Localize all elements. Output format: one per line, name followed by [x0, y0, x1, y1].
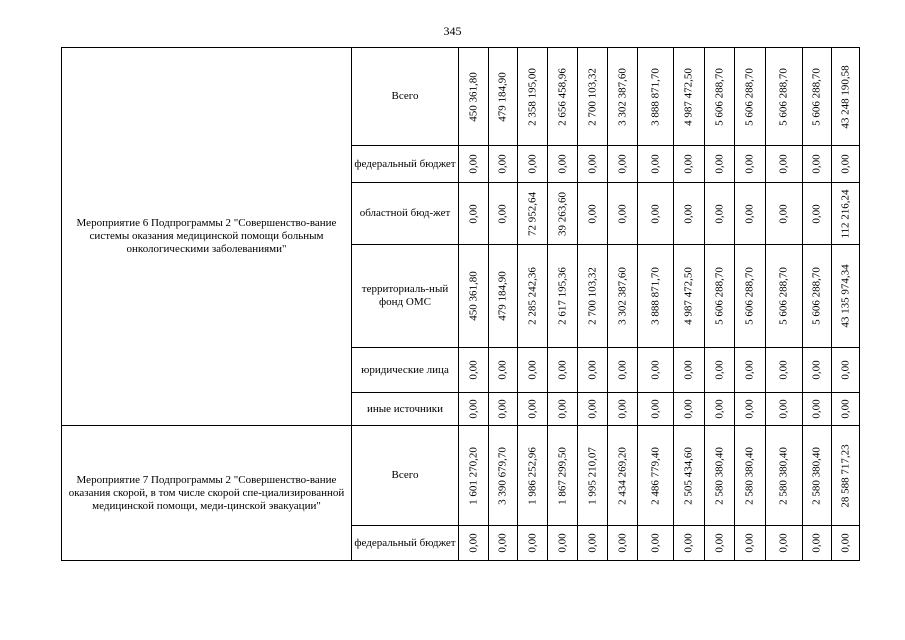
value-cell	[803, 245, 832, 348]
value-cell	[489, 48, 518, 146]
value-text: 1 995 210,07	[586, 446, 598, 505]
funding-source: федеральный бюджет	[352, 526, 459, 561]
value-cell	[548, 526, 578, 561]
value-cell	[674, 48, 705, 146]
value-text: 2 700 103,32	[586, 67, 598, 126]
value-text: 450 361,80	[467, 271, 479, 321]
value-text: 0,00	[616, 154, 628, 174]
value-text: 450 361,80	[467, 71, 479, 122]
value-text: 0,00	[713, 533, 725, 553]
value-text: 0,00	[810, 154, 823, 174]
value-cell	[705, 48, 735, 146]
value-cell	[638, 48, 674, 146]
value-text: 5 606 288,70	[810, 67, 823, 126]
value-cell	[674, 393, 705, 426]
value-text: 0,00	[839, 399, 851, 419]
value-text: 2 617 195,36	[556, 267, 568, 325]
value-text: 0,00	[649, 533, 661, 553]
value-text: 0,00	[777, 533, 790, 553]
measure-name: Мероприятие 7 Подпрограммы 2 "Совершенство-вание оказания скорой, в том числе скорой спе-циализированной медицинской помощи, меди-цинской эвакуации"	[62, 426, 352, 561]
value-text: 0,00	[743, 533, 756, 553]
value-text: 2 505 434,60	[682, 446, 695, 505]
value-text: 0,00	[616, 533, 628, 553]
value-text: 0,00	[467, 399, 479, 419]
value-cell	[832, 48, 860, 146]
value-cell	[578, 393, 608, 426]
value-cell	[459, 526, 489, 561]
value-text: 2 434 269,20	[616, 446, 628, 505]
value-cell	[674, 245, 705, 348]
value-text: 1 601 270,20	[467, 446, 479, 505]
value-cell	[638, 245, 674, 348]
value-cell	[705, 245, 735, 348]
value-text: 0,00	[556, 360, 568, 380]
value-cell	[803, 348, 832, 393]
value-cell	[803, 426, 832, 526]
value-cell	[735, 183, 766, 245]
value-text: 0,00	[713, 203, 725, 224]
value-cell	[489, 526, 518, 561]
value-text: 0,00	[743, 360, 756, 380]
value-text: 3 390 679,70	[496, 446, 509, 505]
value-text: 479 184,90	[496, 271, 509, 321]
value-cell	[608, 183, 638, 245]
value-text: 2 580 380,40	[777, 446, 790, 505]
value-cell	[459, 348, 489, 393]
value-text: 0,00	[777, 154, 790, 174]
value-text: 0,00	[526, 360, 538, 380]
value-cell	[489, 245, 518, 348]
value-cell	[674, 526, 705, 561]
value-text: 0,00	[682, 399, 695, 419]
measure-name: Мероприятие 6 Подпрограммы 2 "Совершенство-вание системы оказания медицинской помощи больным онкологическими заболеваниями"	[62, 48, 352, 426]
value-cell	[548, 348, 578, 393]
value-cell	[803, 183, 832, 245]
value-text: 2 580 380,40	[743, 446, 756, 505]
value-text: 0,00	[616, 203, 628, 224]
value-cell	[638, 426, 674, 526]
value-cell	[459, 245, 489, 348]
value-text: 3 302 387,60	[616, 267, 628, 325]
page-number: 345	[443, 24, 462, 38]
value-cell	[735, 393, 766, 426]
value-text: 43 135 974,34	[839, 264, 851, 328]
value-cell	[518, 393, 548, 426]
value-text: 0,00	[586, 154, 598, 174]
value-text: 0,00	[467, 360, 479, 380]
value-cell	[705, 526, 735, 561]
value-text: 0,00	[556, 399, 568, 419]
value-cell	[608, 245, 638, 348]
value-cell	[608, 393, 638, 426]
value-cell	[674, 348, 705, 393]
value-text: 2 358 195,00	[526, 67, 538, 126]
value-text: 0,00	[556, 533, 568, 553]
value-text: 0,00	[713, 154, 725, 174]
funding-source: федеральный бюджет	[352, 146, 459, 183]
value-cell	[578, 183, 608, 245]
value-cell	[766, 348, 803, 393]
value-text: 2 285 242,36	[526, 267, 538, 325]
value-text: 0,00	[556, 154, 568, 174]
value-text: 0,00	[616, 360, 628, 380]
value-cell	[735, 245, 766, 348]
value-cell	[489, 348, 518, 393]
value-cell	[803, 48, 832, 146]
value-cell	[578, 426, 608, 526]
value-text: 28 588 717,23	[839, 443, 851, 508]
value-cell	[766, 245, 803, 348]
value-cell	[766, 526, 803, 561]
value-cell	[578, 245, 608, 348]
value-cell	[735, 348, 766, 393]
funding-source: территориаль-ный фонд ОМС	[352, 245, 459, 348]
value-cell	[766, 426, 803, 526]
value-text: 112 216,24	[839, 188, 851, 239]
value-text: 0,00	[586, 203, 598, 224]
value-text: 0,00	[810, 203, 823, 224]
value-text: 0,00	[526, 399, 538, 419]
budget-table	[61, 47, 860, 561]
value-cell	[578, 348, 608, 393]
value-text: 4 987 472,50	[682, 267, 695, 325]
value-text: 2 656 458,96	[556, 67, 568, 126]
value-cell	[832, 526, 860, 561]
value-cell	[459, 393, 489, 426]
value-cell	[608, 426, 638, 526]
value-text: 72 952,64	[526, 191, 538, 236]
value-text: 0,00	[713, 360, 725, 380]
value-text: 3 888 871,70	[649, 267, 661, 325]
value-cell	[518, 146, 548, 183]
value-cell	[705, 393, 735, 426]
value-cell	[518, 245, 548, 348]
value-cell	[735, 146, 766, 183]
value-text: 0,00	[682, 203, 695, 224]
value-cell	[518, 183, 548, 245]
value-text: 3 888 871,70	[649, 67, 661, 126]
value-text: 0,00	[839, 154, 851, 174]
value-text: 5 606 288,70	[810, 267, 823, 325]
value-text: 479 184,90	[496, 71, 509, 122]
value-text: 2 486 779,40	[649, 446, 661, 505]
value-cell	[608, 526, 638, 561]
value-cell	[803, 526, 832, 561]
value-cell	[735, 426, 766, 526]
value-text: 2 580 380,40	[713, 446, 725, 505]
table-row	[62, 48, 860, 146]
value-cell	[803, 146, 832, 183]
value-cell	[735, 526, 766, 561]
value-text: 1 867 299,50	[556, 446, 568, 505]
value-cell	[766, 146, 803, 183]
value-text: 0,00	[743, 399, 756, 419]
value-text: 0,00	[743, 154, 756, 174]
value-cell	[832, 183, 860, 245]
value-text: 0,00	[586, 360, 598, 380]
value-cell	[518, 426, 548, 526]
value-cell	[518, 348, 548, 393]
value-cell	[832, 426, 860, 526]
value-cell	[548, 245, 578, 348]
value-text: 0,00	[839, 533, 851, 553]
value-cell	[548, 146, 578, 183]
value-cell	[705, 426, 735, 526]
value-cell	[608, 146, 638, 183]
value-cell	[705, 183, 735, 245]
value-cell	[832, 146, 860, 183]
value-text: 0,00	[682, 533, 695, 553]
funding-source: областной бюд-жет	[352, 183, 459, 245]
value-cell	[766, 48, 803, 146]
value-cell	[832, 393, 860, 426]
value-cell	[518, 48, 548, 146]
value-text: 0,00	[777, 399, 790, 419]
value-cell	[578, 48, 608, 146]
value-text: 0,00	[777, 203, 790, 224]
value-text: 0,00	[777, 360, 790, 380]
value-text: 0,00	[810, 399, 823, 419]
value-cell	[489, 426, 518, 526]
value-text: 4 987 472,50	[682, 67, 695, 126]
value-text: 0,00	[810, 533, 823, 553]
value-cell	[638, 348, 674, 393]
value-text: 0,00	[649, 154, 661, 174]
value-cell	[674, 146, 705, 183]
value-text: 1 986 252,96	[526, 446, 538, 505]
value-text: 0,00	[496, 360, 509, 380]
value-text: 0,00	[586, 533, 598, 553]
value-text: 0,00	[616, 399, 628, 419]
value-cell	[638, 526, 674, 561]
value-cell	[705, 146, 735, 183]
value-cell	[638, 393, 674, 426]
value-cell	[459, 48, 489, 146]
value-text: 0,00	[496, 203, 509, 224]
value-text: 5 606 288,70	[713, 267, 725, 325]
value-text: 2 700 103,32	[586, 267, 598, 325]
value-text: 5 606 288,70	[713, 67, 725, 126]
value-cell	[766, 393, 803, 426]
value-cell	[608, 348, 638, 393]
value-cell	[766, 183, 803, 245]
value-cell	[548, 48, 578, 146]
funding-source: юридические лица	[352, 348, 459, 393]
value-cell	[548, 393, 578, 426]
value-cell	[705, 348, 735, 393]
value-cell	[489, 146, 518, 183]
value-cell	[578, 526, 608, 561]
value-cell	[548, 426, 578, 526]
funding-source: иные источники	[352, 393, 459, 426]
value-cell	[489, 393, 518, 426]
value-text: 0,00	[496, 533, 509, 553]
value-cell	[674, 183, 705, 245]
value-text: 0,00	[467, 154, 479, 174]
value-cell	[803, 393, 832, 426]
value-cell	[832, 245, 860, 348]
value-cell	[608, 48, 638, 146]
value-cell	[735, 48, 766, 146]
value-cell	[578, 146, 608, 183]
value-text: 0,00	[649, 399, 661, 419]
value-text: 3 302 387,60	[616, 67, 628, 126]
value-text: 0,00	[526, 154, 538, 174]
value-text: 0,00	[743, 203, 756, 224]
value-text: 0,00	[649, 360, 661, 380]
value-cell	[459, 146, 489, 183]
funding-source: Всего	[352, 48, 459, 146]
value-cell	[518, 526, 548, 561]
value-text: 0,00	[713, 399, 725, 419]
value-text: 0,00	[586, 399, 598, 419]
value-cell	[832, 348, 860, 393]
value-text: 39 263,60	[556, 191, 568, 236]
value-text: 0,00	[649, 203, 661, 224]
funding-source: Всего	[352, 426, 459, 526]
value-cell	[674, 426, 705, 526]
value-text: 0,00	[467, 533, 479, 553]
value-text: 0,00	[467, 203, 479, 224]
value-text: 43 248 190,58	[839, 64, 851, 129]
value-cell	[489, 183, 518, 245]
value-text: 0,00	[682, 360, 695, 380]
value-cell	[638, 183, 674, 245]
value-cell	[459, 426, 489, 526]
value-text: 0,00	[682, 154, 695, 174]
value-text: 5 606 288,70	[743, 67, 756, 126]
value-text: 0,00	[496, 154, 509, 174]
value-text: 2 580 380,40	[810, 446, 823, 505]
value-text: 5 606 288,70	[777, 67, 790, 126]
value-text: 0,00	[496, 399, 509, 419]
value-text: 5 606 288,70	[777, 267, 790, 325]
value-cell	[459, 183, 489, 245]
value-text: 5 606 288,70	[743, 267, 756, 325]
value-text: 0,00	[839, 360, 851, 380]
value-text: 0,00	[526, 533, 538, 553]
value-cell	[638, 146, 674, 183]
table-row	[62, 426, 860, 526]
value-cell	[548, 183, 578, 245]
value-text: 0,00	[810, 360, 823, 380]
